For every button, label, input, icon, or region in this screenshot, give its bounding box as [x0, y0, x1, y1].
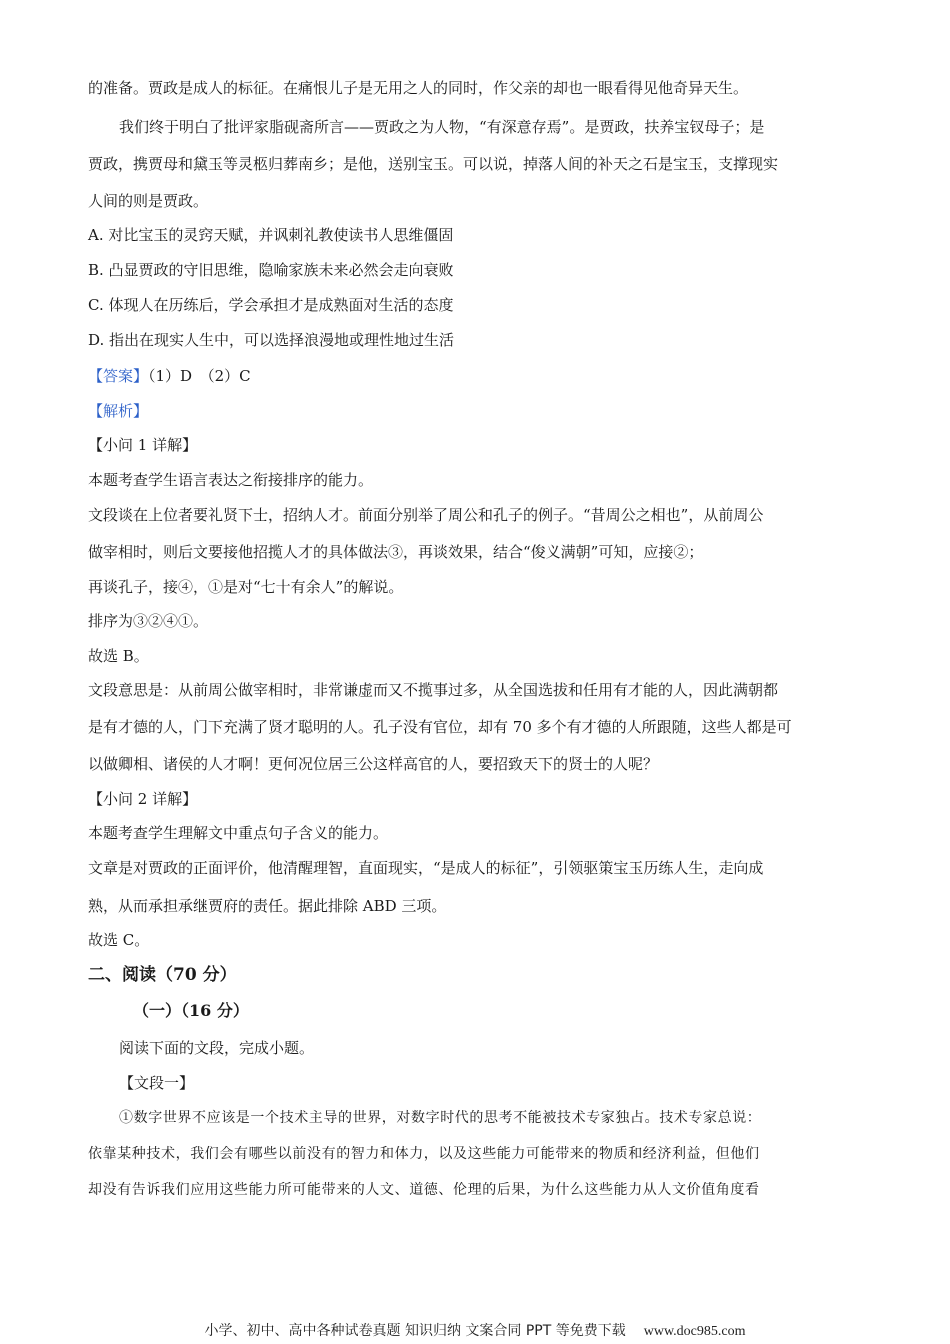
q1-line: 排序为③②④①。 — [88, 612, 209, 630]
analysis-tag: 【解析】 — [88, 402, 149, 420]
passage-line: 贾政，携贾母和黛玉等灵柩归葬南乡；是他，送别宝玉。可以说，掉落人间的补天之石是宝玉，支撑现实 — [88, 155, 779, 173]
q2-heading: 【小问 2 详解】 — [88, 790, 198, 808]
q2-line: 熟，从而承担承继贾府的责任。据此排除 ABD 三项。 — [88, 897, 447, 915]
footer-site: www.doc985.com — [643, 1324, 746, 1339]
passage-line: 依靠某种技术，我们会有哪些以前没有的智力和体力，以及这些能力可能带来的物质和经济利益，但他们 — [88, 1146, 760, 1162]
answer-tag: 【答案】 — [88, 367, 149, 385]
q2-line: 故选 C。 — [88, 931, 150, 949]
q1-line: 文段谈在上位者要礼贤下士，招纳人才。前面分别举了周公和孔子的例子。“昔周公之相也”，从前周公 — [88, 506, 764, 524]
answer-text: （1）D （2）C — [148, 367, 251, 385]
option-d: D. 指出在现实人生中，可以选择浪漫地或理性地过生活 — [88, 331, 455, 349]
passage-line: 的准备。贾政是成人的标征。在痛恨儿子是无用之人的同时，作父亲的却也一眼看得见他奇异天生。 — [88, 79, 749, 97]
subsection-heading: （一）（16 分） — [133, 1001, 249, 1020]
footer-text: 小学、初中、高中各种试卷真题 知识归纳 文案合同 PPT 等免费下载 — [204, 1323, 626, 1339]
q1-line: 以做卿相、诸侯的人才啊！更何况位居三公这样高官的人，要招致天下的贤士的人呢？ — [88, 755, 659, 773]
q2-line: 文章是对贾政的正面评价，他清醒理智，直面现实，“是成人的标征”，引领驱策宝玉历练人生，走向成 — [88, 859, 764, 877]
q2-line: 本题考查学生理解文中重点句子含义的能力。 — [88, 824, 389, 842]
passage-line: 却没有告诉我们应用这些能力所可能带来的人文、道德、伦理的后果，为什么这些能力从人文价值角度看 — [88, 1182, 760, 1198]
q1-line: 是有才德的人，门下充满了贤才聪明的人。孔子没有官位，却有 70 多个有才德的人所跟随，这些人都是可 — [88, 718, 792, 736]
q1-line: 故选 B。 — [88, 647, 149, 665]
passage-line: 人间的则是贾政。 — [88, 192, 209, 210]
q1-line: 本题考查学生语言表达之衔接排序的能力。 — [88, 471, 374, 489]
answer-line — [88, 366, 251, 386]
page-footer — [0, 1322, 950, 1341]
option-a: A. 对比宝玉的灵窍天赋，并讽刺礼教使读书人思维僵固 — [88, 226, 454, 244]
section-heading: 二、阅读（70 分） — [88, 965, 237, 985]
q1-line: 做宰相时，则后文要接他招揽人才的具体做法③，再谈效果，结合“俊义满朝”可知，应接②； — [88, 543, 704, 561]
q1-heading: 【小问 1 详解】 — [88, 436, 198, 454]
q1-line: 文段意思是：从前周公做宰相时，非常谦虚而又不揽事过多，从全国选拔和任用有才能的人，因此满朝都 — [88, 681, 779, 699]
instruction: 阅读下面的文段，完成小题。 — [119, 1039, 315, 1057]
option-c: C. 体现人在历练后，学会承担才是成熟面对生活的态度 — [88, 296, 454, 314]
passage-heading: 【文段一】 — [119, 1074, 195, 1092]
passage-line: 我们终于明白了批评家脂砚斋所言——贾政之为人物，“有深意存焉”。是贾政，扶养宝钗母子；是 — [119, 118, 765, 136]
passage-line: ①数字世界不应该是一个技术主导的世界，对数字时代的思考不能被技术专家独占。技术专家总说： — [119, 1110, 762, 1126]
q1-line: 再谈孔子，接④，①是对“七十有余人”的解说。 — [88, 578, 404, 596]
option-b: B. 凸显贾政的守旧思维，隐喻家族未来必然会走向衰败 — [88, 261, 454, 279]
